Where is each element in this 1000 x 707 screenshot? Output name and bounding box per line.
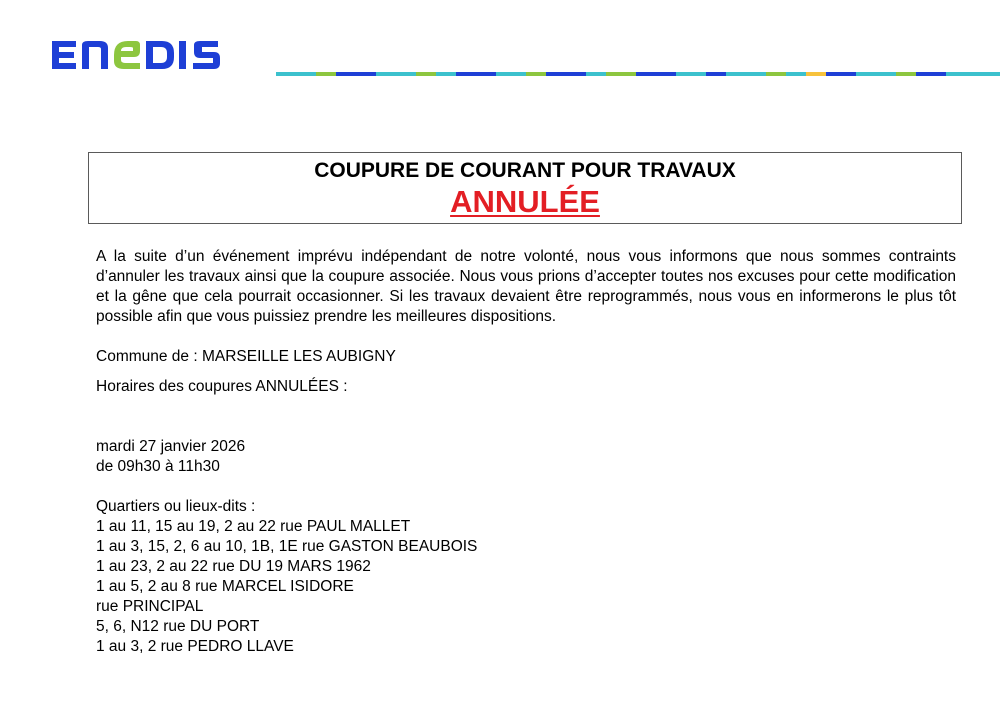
logo-letter-d xyxy=(146,41,174,69)
notice-title-box xyxy=(88,152,962,224)
quartiers-label: Quartiers ou lieux-dits : xyxy=(96,498,256,515)
list-item: 1 au 3, 2 rue PEDRO LLAVE xyxy=(96,638,294,655)
list-item: rue PRINCIPAL xyxy=(96,598,204,615)
outage-time: de 09h30 à 11h30 xyxy=(96,458,220,475)
list-item: 1 au 11, 15 au 19, 2 au 22 rue PAUL MALLET xyxy=(96,518,411,535)
street-list xyxy=(96,517,477,657)
list-item: 5, 6, N12 rue DU PORT xyxy=(96,618,260,635)
list-item: 1 au 23, 2 au 22 rue DU 19 MARS 1962 xyxy=(96,558,371,575)
intro-paragraph: A la suite d’un événement imprévu indépendant de notre volonté, nous vous informons que nous sommes contraints d’annuler les travaux ainsi que la coupure associée. Nous vous prions d’accepter toutes nos excuses pour cette modification et la gêne que cela pourrait occasionner. Si les travaux devaient être reprogrammés, nous vous en informerons le plus tôt possible afin que vous puissiez prendre les meilleures dispositions. xyxy=(96,248,956,325)
outage-date: mardi 27 janvier 2026 xyxy=(96,438,246,455)
commune-line: Commune de : MARSEILLE LES AUBIGNY xyxy=(96,348,396,365)
horaires-label: Horaires des coupures ANNULÉES : xyxy=(96,378,348,395)
enedis-logo xyxy=(48,31,266,79)
notice-title: COUPURE DE COURANT POUR TRAVAUX xyxy=(314,159,736,182)
logo-letter-n xyxy=(82,41,108,69)
list-item: 1 au 3, 15, 2, 6 au 10, 1B, 1E rue GASTON BEAUBOIS xyxy=(96,538,478,555)
logo-color-rule xyxy=(276,72,1000,76)
logo-letter-e-green xyxy=(114,41,140,69)
list-item: 1 au 5, 2 au 8 rue MARCEL ISIDORE xyxy=(96,578,354,595)
logo-letter-e xyxy=(52,41,76,69)
logo-letter-s xyxy=(193,41,220,69)
notice-body xyxy=(96,247,956,655)
notice-status: ANNULÉE xyxy=(450,184,600,219)
logo-letter-i xyxy=(179,41,186,69)
